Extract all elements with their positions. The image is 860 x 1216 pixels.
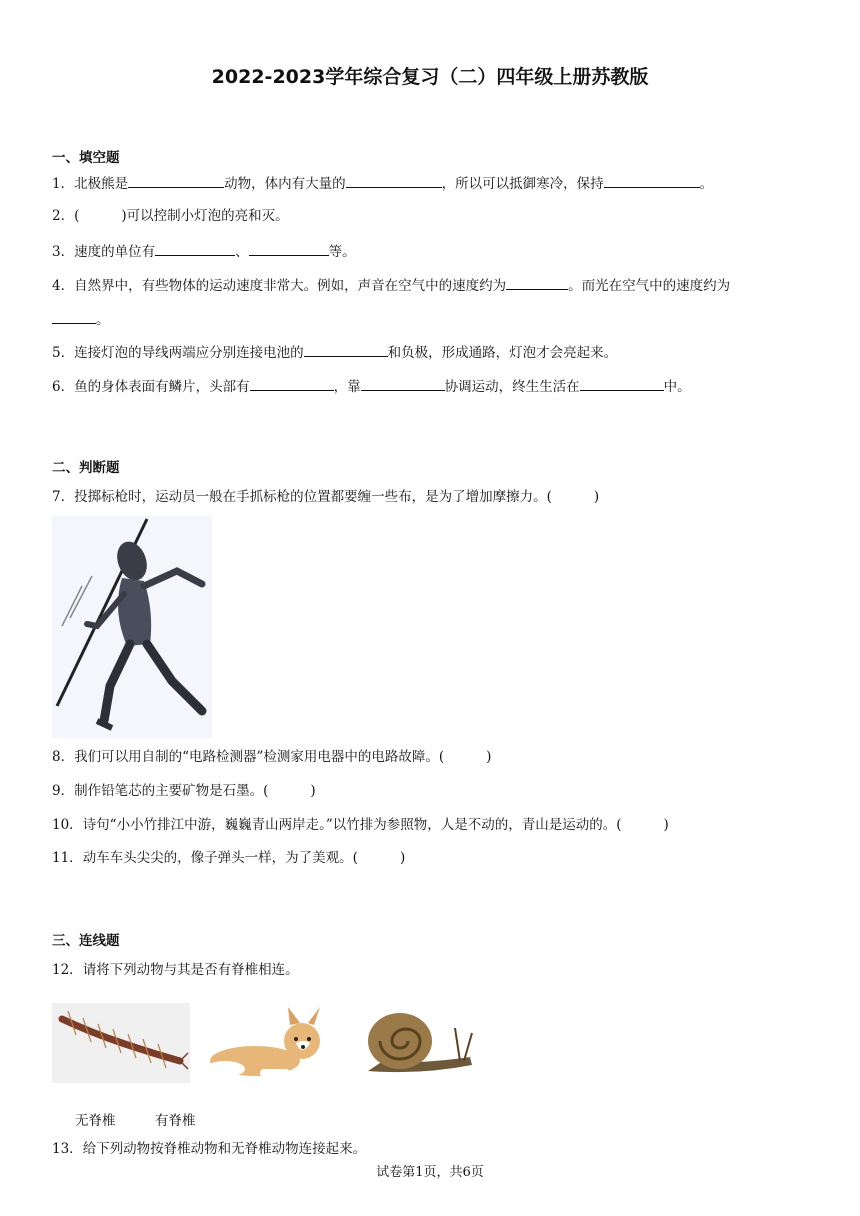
- blank[interactable]: [128, 173, 224, 188]
- section-true-false: 二、判断题: [52, 460, 120, 476]
- question-1: 1．北极熊是 动物，体内有大量的 ，所以可以抵御寒冷，保持 。: [52, 173, 713, 193]
- blank[interactable]: [155, 241, 235, 256]
- blank[interactable]: [304, 342, 388, 357]
- blank[interactable]: [249, 241, 329, 256]
- blank[interactable]: [361, 376, 445, 391]
- question-12: 12．请将下列动物与其是否有脊椎相连。: [52, 962, 299, 978]
- question-8: 8．我们可以用自制的“电路检测器”检测家用电器中的电路故障。( ): [52, 749, 492, 765]
- javelin-thrower-image: [52, 516, 212, 738]
- question-13: 13．给下列动物按脊椎动物和无脊椎动物连接起来。: [52, 1141, 367, 1157]
- blank[interactable]: [604, 173, 700, 188]
- section-fill-blank: 一、填空题: [52, 150, 120, 166]
- label-vertebrate: 有脊椎: [155, 1113, 196, 1129]
- question-11: 11．动车车头尖尖的，像子弹头一样，为了美观。( ): [52, 850, 406, 866]
- blank[interactable]: [346, 173, 442, 188]
- snail-image: [360, 1003, 482, 1083]
- label-invertebrate: 无脊椎: [75, 1113, 116, 1129]
- blank[interactable]: [250, 376, 334, 391]
- question-5: 5．连接灯泡的导线两端应分别连接电池的 和负极，形成通路，灯泡才会亮起来。: [52, 342, 617, 362]
- question-6: 6．鱼的身体表面有鳞片，头部有 ，靠 协调运动，终生生活在 中。: [52, 376, 691, 396]
- page-footer: 试卷第1页，共6页: [376, 1165, 484, 1180]
- question-10: 10．诗句“小小竹排江中游，巍巍青山两岸走。”以竹排为参照物，人是不动的，青山是运动的。( ): [52, 817, 669, 833]
- blank[interactable]: [506, 275, 568, 290]
- question-3: 3．速度的单位有 、 等。: [52, 241, 356, 261]
- question-2: 2．( )可以控制小灯泡的亮和灭。: [52, 208, 289, 224]
- question-7: 7．投掷标枪时，运动员一般在手抓标枪的位置都要缠一些布，是为了增加摩擦力。( ): [52, 489, 600, 505]
- dog-image: [200, 1003, 330, 1083]
- centipede-image: [52, 1003, 190, 1083]
- question-9: 9．制作铅笔芯的主要矿物是石墨。( ): [52, 783, 316, 799]
- blank[interactable]: [52, 309, 96, 324]
- question-4-cont: 。: [52, 309, 110, 329]
- question-4: 4．自然界中，有些物体的运动速度非常大。例如，声音在空气中的速度约为 。而光在空气中的速度约为: [52, 275, 730, 295]
- blank[interactable]: [580, 376, 664, 391]
- section-matching: 三、连线题: [52, 933, 120, 949]
- page-title: 2022-2023学年综合复习（二）四年级上册苏教版: [211, 66, 649, 88]
